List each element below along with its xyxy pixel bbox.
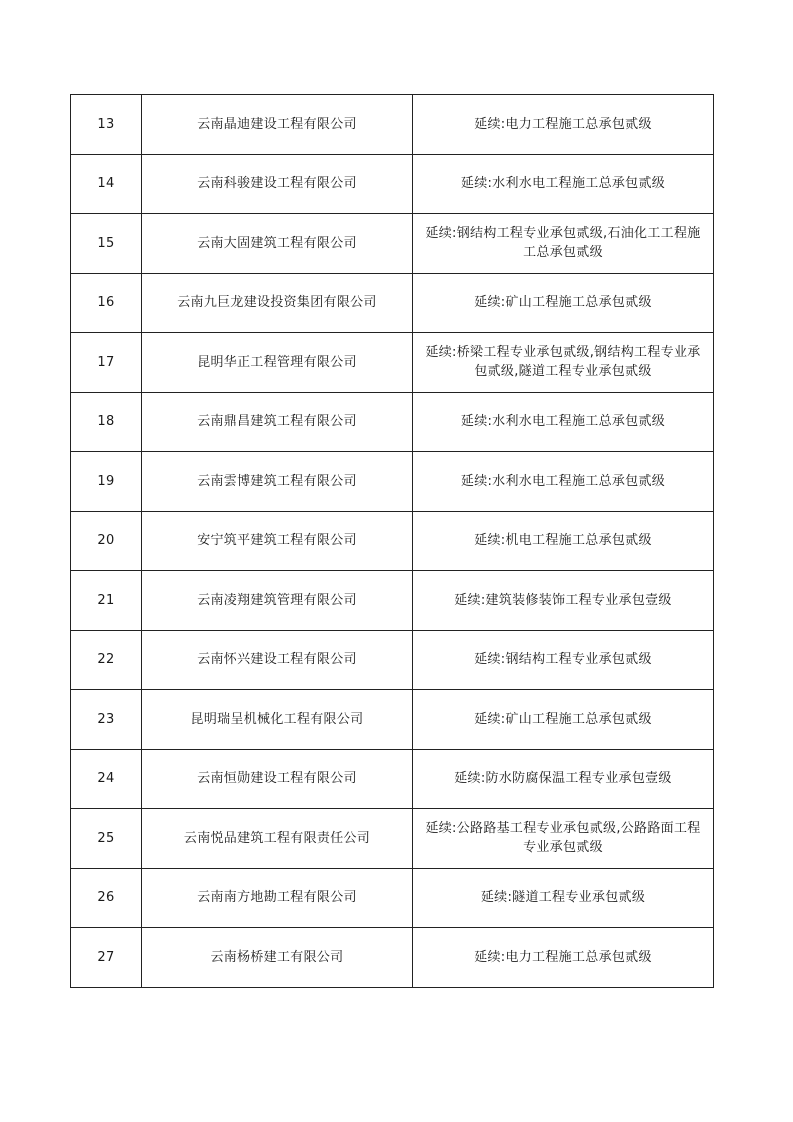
- row-number: 19: [71, 452, 142, 512]
- row-number: 13: [71, 95, 142, 155]
- company-name: 昆明瑞呈机械化工程有限公司: [142, 690, 413, 750]
- qualification-table: [70, 94, 714, 988]
- company-name: 云南鼎昌建筑工程有限公司: [142, 392, 413, 452]
- table-row: [71, 749, 714, 809]
- table-row: [71, 154, 714, 214]
- qualification-item: 延续:水利水电工程施工总承包贰级: [413, 392, 714, 452]
- table-row: [71, 95, 714, 155]
- table-row: [71, 571, 714, 631]
- table-row: [71, 690, 714, 750]
- table-body: [71, 95, 714, 988]
- company-name: 安宁筑平建筑工程有限公司: [142, 511, 413, 571]
- company-name: 云南雲博建筑工程有限公司: [142, 452, 413, 512]
- company-name: 云南九巨龙建设投资集团有限公司: [142, 273, 413, 333]
- row-number: 20: [71, 511, 142, 571]
- table-row: [71, 214, 714, 274]
- table-row: [71, 392, 714, 452]
- qualification-item: 延续:水利水电工程施工总承包贰级: [413, 154, 714, 214]
- row-number: 22: [71, 630, 142, 690]
- table-row: [71, 868, 714, 928]
- company-name: 云南恒勋建设工程有限公司: [142, 749, 413, 809]
- row-number: 24: [71, 749, 142, 809]
- row-number: 23: [71, 690, 142, 750]
- qualification-item: 延续:钢结构工程专业承包贰级: [413, 630, 714, 690]
- row-number: 16: [71, 273, 142, 333]
- qualification-item: 延续:机电工程施工总承包贰级: [413, 511, 714, 571]
- qualification-item: 延续:钢结构工程专业承包贰级,石油化工工程施工总承包贰级: [413, 214, 714, 274]
- qualification-item: 延续:水利水电工程施工总承包贰级: [413, 452, 714, 512]
- table-row: [71, 511, 714, 571]
- qualification-item: 延续:桥梁工程专业承包贰级,钢结构工程专业承包贰级,隧道工程专业承包贰级: [413, 333, 714, 393]
- row-number: 14: [71, 154, 142, 214]
- company-name: 云南南方地勘工程有限公司: [142, 868, 413, 928]
- company-name: 云南悦品建筑工程有限责任公司: [142, 809, 413, 869]
- company-name: 云南科骏建设工程有限公司: [142, 154, 413, 214]
- row-number: 18: [71, 392, 142, 452]
- row-number: 26: [71, 868, 142, 928]
- company-name: 云南晶迪建设工程有限公司: [142, 95, 413, 155]
- qualification-item: 延续:矿山工程施工总承包贰级: [413, 690, 714, 750]
- table-row: [71, 928, 714, 988]
- row-number: 25: [71, 809, 142, 869]
- qualification-item: 延续:电力工程施工总承包贰级: [413, 928, 714, 988]
- qualification-item: 延续:矿山工程施工总承包贰级: [413, 273, 714, 333]
- table-row: [71, 630, 714, 690]
- table-row: [71, 452, 714, 512]
- company-name: 云南怀兴建设工程有限公司: [142, 630, 413, 690]
- qualification-item: 延续:防水防腐保温工程专业承包壹级: [413, 749, 714, 809]
- qualification-item: 延续:隧道工程专业承包贰级: [413, 868, 714, 928]
- qualification-item: 延续:建筑装修装饰工程专业承包壹级: [413, 571, 714, 631]
- table-row: [71, 333, 714, 393]
- table-row: [71, 273, 714, 333]
- company-name: 云南杨桥建工有限公司: [142, 928, 413, 988]
- qualification-item: 延续:电力工程施工总承包贰级: [413, 95, 714, 155]
- row-number: 21: [71, 571, 142, 631]
- row-number: 17: [71, 333, 142, 393]
- row-number: 15: [71, 214, 142, 274]
- qualification-item: 延续:公路路基工程专业承包贰级,公路路面工程专业承包贰级: [413, 809, 714, 869]
- row-number: 27: [71, 928, 142, 988]
- company-name: 云南大固建筑工程有限公司: [142, 214, 413, 274]
- company-name: 云南凌翔建筑管理有限公司: [142, 571, 413, 631]
- table-row: [71, 809, 714, 869]
- company-name: 昆明华正工程管理有限公司: [142, 333, 413, 393]
